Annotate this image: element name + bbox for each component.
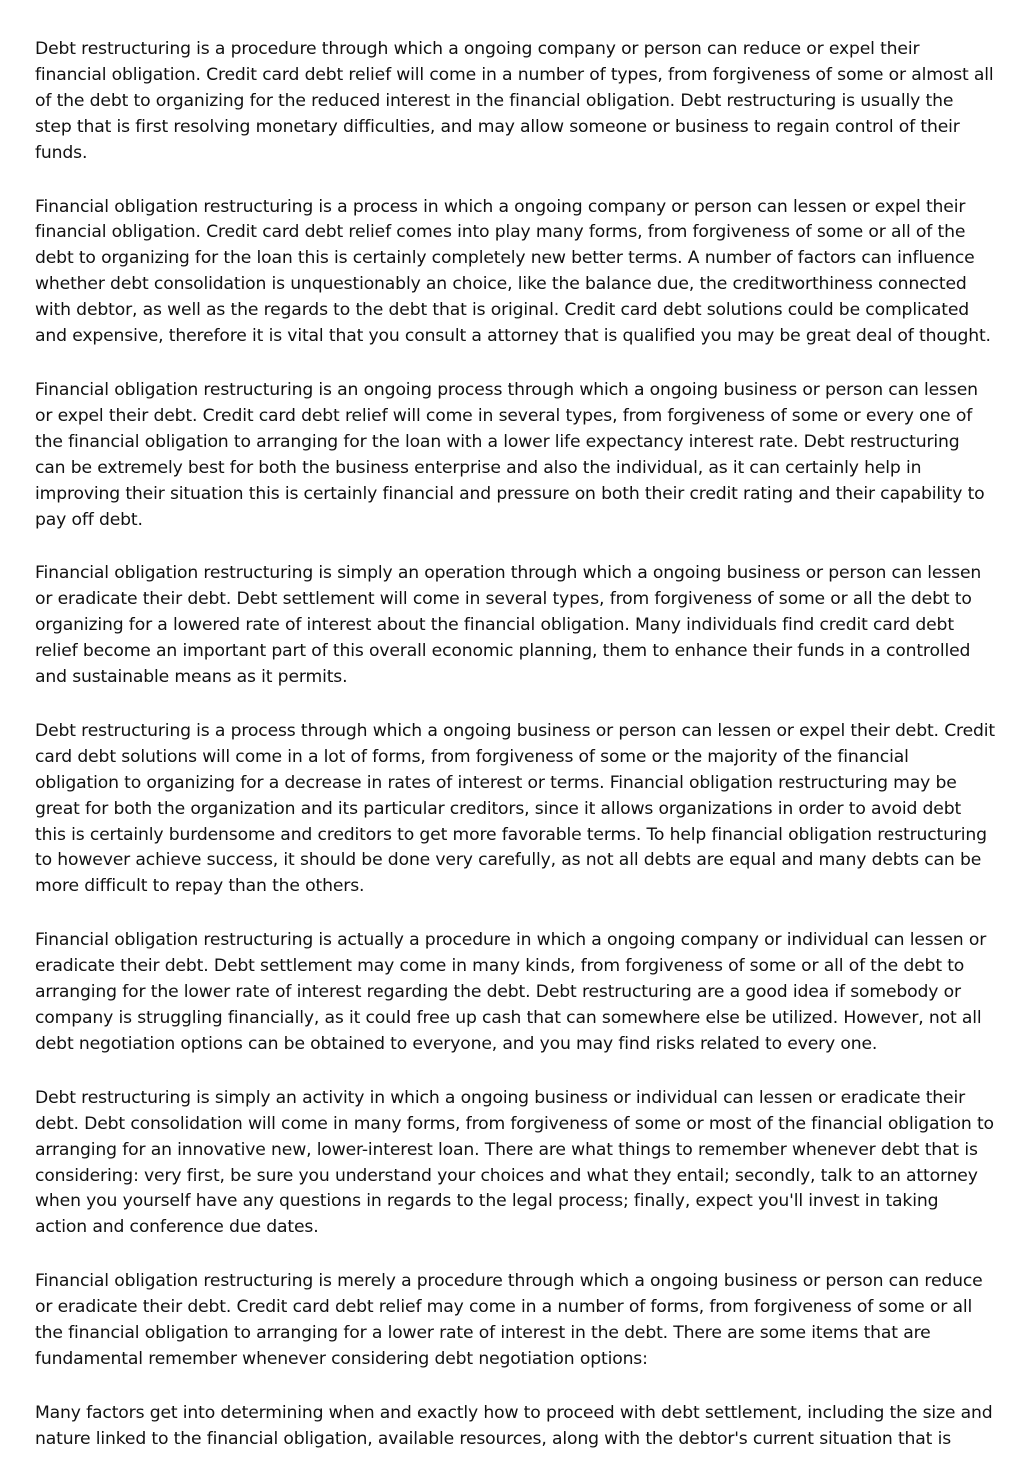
paragraph-9: Many factors get into determining when and exactly how to proceed with debt settlement, including the size and nature linked to the financial obligation, available resources, along with the debtor's current situation that is [35, 1402, 993, 1449]
paragraph-6: Financial obligation restructuring is actually a procedure in which a ongoing company or individual can lessen or eradicate their debt. Debt settlement may come in many kinds, from forgiveness of some or all of the debt to arranging for the lower rate of interest regarding the debt. Debt restructuring are a good idea if somebody or company is struggling financially, as it could free up cash that can somewhere else be utilized. However, not all debt negotiation options can be obtained to everyone, and you may find risks related to every one. [35, 930, 987, 1054]
paragraph-3: Financial obligation restructuring is an ongoing process through which a ongoing business or person can lessen or expel their debt. Credit card debt relief will come in several types, from forgiveness of some or every one of the financial obligation to arranging for the loan with a lower life expectancy interest rate. Debt restructuring can be extremely best for both the business enterprise and also the individual, as it can certainly help in improving their situation this is certainly financial and pressure on both their credit rating and their capability to pay off debt. [35, 379, 985, 530]
document-body [35, 37, 995, 1481]
paragraph-1: Debt restructuring is a procedure through which a ongoing company or person can reduce or expel their financial obligation. Credit card debt relief will come in a number of types, from forgiveness of some or almost all of the debt to organizing for the reduced interest in the financial obligation. Debt restructuring is usually the step that is first resolving monetary difficulties, and may allow someone or business to regain control of their funds. [35, 39, 994, 163]
paragraph-4: Financial obligation restructuring is simply an operation through which a ongoing business or person can lessen or eradicate their debt. Debt settlement will come in several types, from forgiveness of some or all the debt to organizing for a lowered rate of interest about the financial obligation. Many individuals find credit card debt relief become an important part of this overall economic planning, them to enhance their funds in a controlled and sustainable means as it permits. [35, 563, 982, 688]
paragraph-2: Financial obligation restructuring is a process in which a ongoing company or person can lessen or expel their financial obligation. Credit card debt relief comes into play many forms, from forgiveness of some or all of the debt to organizing for the loan this is certainly completely new better terms. A number of factors can influence whether debt consolidation is unquestionably an choice, like the balance due, the creditworthiness connected with debtor, as well as the regards to the debt that is original. Credit card debt solutions could be complicated and expensive, therefore it is vital that you consult a attorney that is qualified you may be great deal of thought. [35, 196, 991, 347]
paragraph-7: Debt restructuring is simply an activity in which a ongoing business or individual can lessen or eradicate their debt. Debt consolidation will come in many forms, from forgiveness of some or most of the financial obligation to arranging for an innovative new, lower-interest loan. There are what things to remember whenever debt that is considering: very first, be sure you understand your choices and what they entail; secondly, talk to an attorney when you yourself have any questions in regards to the legal process; finally, expect you'll invest in taking action and conference due dates. [35, 1087, 994, 1238]
paragraph-8: Financial obligation restructuring is merely a procedure through which a ongoing business or person can reduce or eradicate their debt. Credit card debt relief may come in a number of forms, from forgiveness of some or all the financial obligation to arranging for a lower rate of interest in the debt. There are some items that are fundamental remember whenever considering debt negotiation options: [35, 1271, 983, 1369]
paragraph-5: Debt restructuring is a process through which a ongoing business or person can lessen or expel their debt. Credit card debt solutions will come in a lot of forms, from forgiveness of some or the majority of the financial obligation to organizing for a decrease in rates of interest or terms. Financial obligation restructuring may be great for both the organization and its particular creditors, since it allows organizations in order to avoid debt this is certainly burdensome and creditors to get more favorable terms. To help financial obligation restructuring to however achieve success, it should be done very carefully, as not all debts are equal and many debts can be more difficult to repay than the others. [35, 720, 995, 897]
